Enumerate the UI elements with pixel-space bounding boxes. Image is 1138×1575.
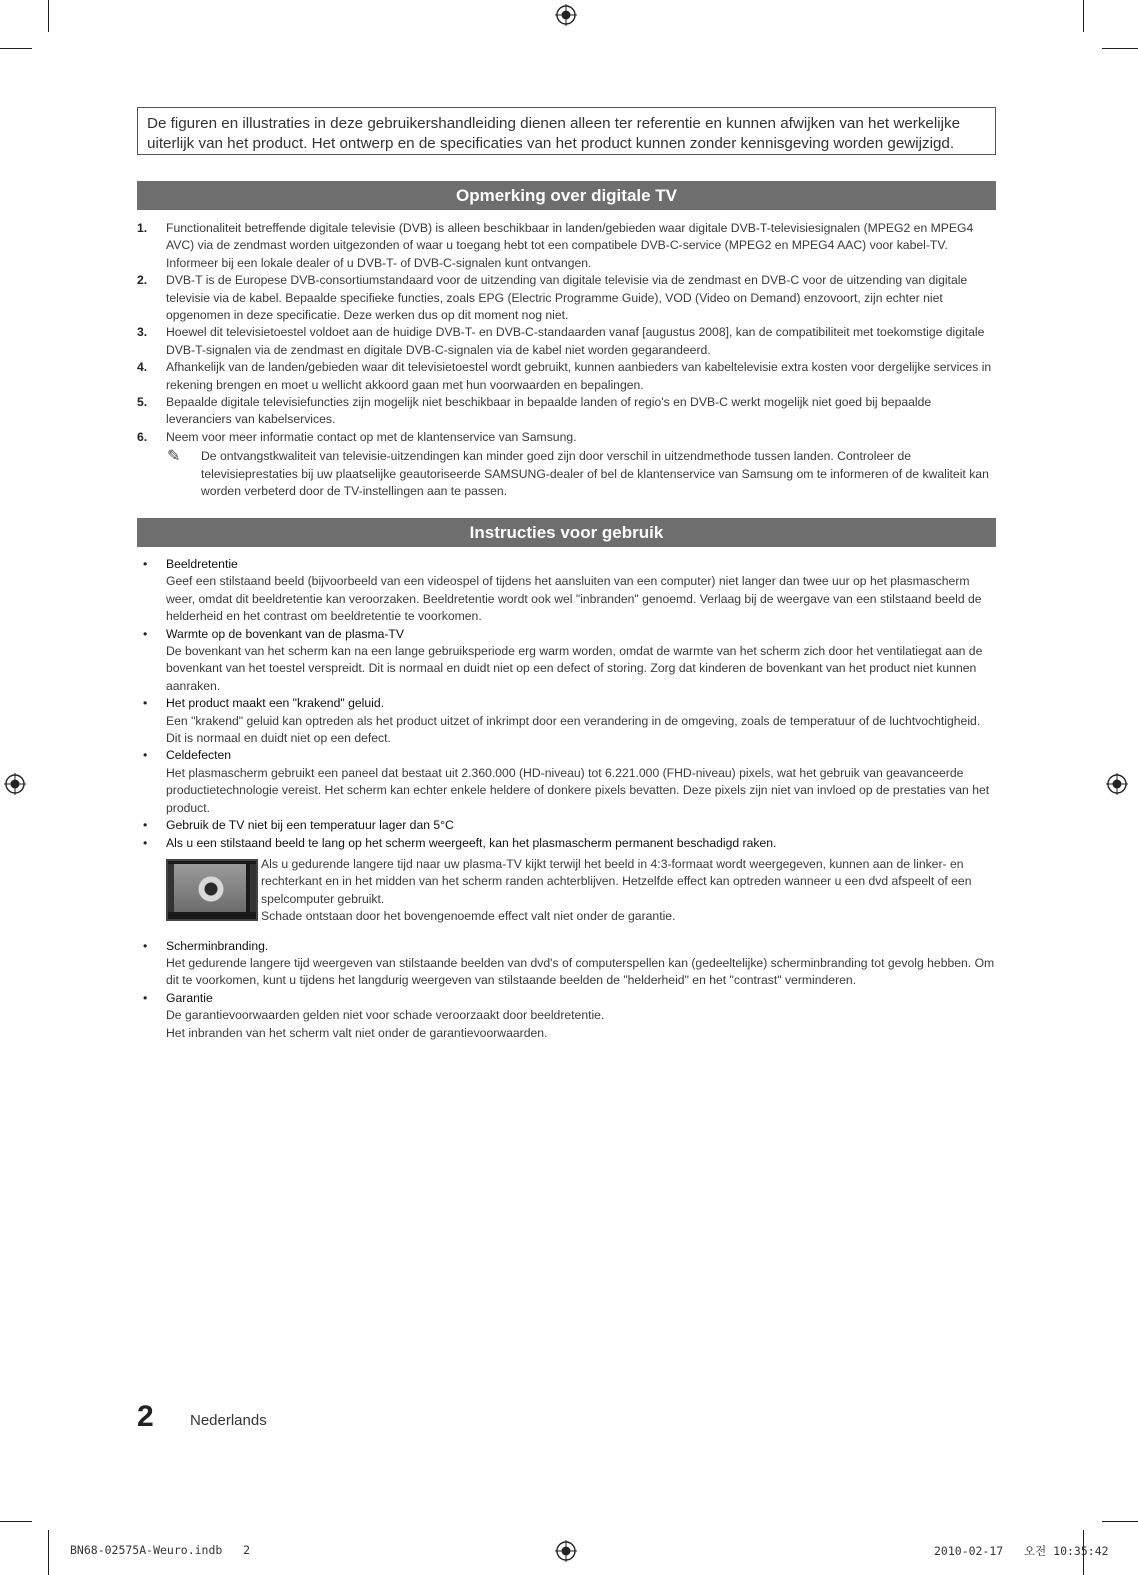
list-item	[137, 220, 997, 272]
list-item	[137, 817, 997, 834]
crop-mark	[1083, 0, 1084, 32]
list-item	[137, 429, 997, 446]
list-item	[137, 626, 997, 696]
list-text: Bepaalde digitale televisiefuncties zijn mogelijk niet beschikbaar in bepaalde landen of regio's en DVB-C werkt mogelijk niet goed bij bepaalde leveranciers van kabelservices.	[166, 395, 932, 427]
bullet-text: De garantievoorwaarden gelden niet voor schade veroorzaakt door beeldretentie.	[166, 1008, 605, 1023]
bullet-icon: •	[143, 696, 148, 711]
image-note-text: Als u gedurende langere tijd naar uw plasma-TV kijkt terwijl het beeld in 4:3-formaat wordt weergegeven, kunnen aan de linker- en rechterkant en in het midden van het scherm randen achterblijven. Hetzelfde effect kan optreden wanneer u een dvd afspeelt of een spelcomputer gebruikt.	[261, 856, 972, 906]
list-number: 3.	[137, 325, 148, 340]
list-text: Neem voor meer informatie contact op met de klantenservice van Samsung.	[166, 429, 577, 444]
bullet-title: Scherminbranding.	[166, 938, 269, 953]
list-item	[137, 556, 997, 626]
bullet-icon: •	[143, 835, 148, 850]
bullet-title: Als u een stilstaand beeld te lang op het scherm weergeeft, kan het plasmascherm permanent beschadigd raken.	[166, 835, 777, 850]
bullet-icon: •	[143, 626, 148, 641]
list-text: Hoewel dit televisietoestel voldoet aan de huidige DVB-T- en DVB-C-standaarden vanaf [augustus 2008], kan de compatibiliteit met toekomstige digitale DVB-T-signalen via de zendmast en digitale DVB-C-signalen via de kabel niet worden gegarandeerd.	[166, 325, 985, 357]
registration-mark-icon	[555, 4, 577, 26]
note-text: De ontvangstkwaliteit van televisie-uitzendingen kan minder goed zijn door verschil in uitzendmethode tussen landen. Controleer de televisieprestaties bij uw plaatselijke geautoriseerde SAMSUNG-dealer of bel de klantenservice van Samsung om te informeren of de kwaliteit kan worden verbeterd door de TV-instellingen aan te passen.	[201, 449, 989, 499]
bullet-text: De bovenkant van het scherm kan na een lange gebruiksperiode erg warm worden, omdat de warmte van het scherm zich door het ventilatiegat aan de bovenkant van het toestel verspreidt. Dit is normaal en duidt niet op een defect of storing. Zorg dat kinderen de bovenkant van het product niet kunnen aanraken.	[166, 644, 983, 693]
list-item	[137, 272, 997, 324]
list-item	[137, 394, 997, 429]
section-heading-digital-tv: Opmerking over digitale TV	[137, 181, 996, 210]
bullet-title: Gebruik de TV niet bij een temperatuur lager dan 5°C	[166, 818, 454, 833]
bullet-text: Het inbranden van het scherm valt niet onder de garantievoorwaarden.	[166, 1025, 548, 1040]
bullet-title: Garantie	[166, 990, 213, 1005]
crop-mark	[1102, 1521, 1138, 1522]
numbered-list	[137, 220, 997, 501]
disclaimer-box: De figuren en illustraties in deze gebruikershandleiding dienen alleen ter referentie en kunnen afwijken van het werkelijke uiterlijk van het product. Het ontwerp en de specificaties van het product kunnen zonder kennisgeving worden gewijzigd.	[137, 107, 996, 155]
list-item	[137, 835, 997, 852]
list-item	[137, 695, 997, 747]
registration-mark-icon	[555, 1540, 577, 1562]
bullet-title: Warmte op de bovenkant van de plasma-TV	[166, 626, 405, 641]
crop-mark	[1102, 48, 1138, 49]
crop-mark	[48, 1530, 49, 1575]
black-bar-right	[250, 864, 256, 912]
bullet-icon: •	[143, 557, 148, 571]
image-note-text: Schade ontstaan door het bovengenoemde effect valt niet onder de garantie.	[261, 909, 676, 924]
crop-mark	[0, 1521, 32, 1522]
image-note	[137, 856, 997, 926]
page-language: Nederlands	[190, 1412, 267, 1429]
list-text: Afhankelijk van de landen/gebieden waar dit televisietoestel wordt gebruikt, kunnen aanbieders van kabeltelevisie extra kosten voor dergelijke services in rekening brengen en moet u wellicht akkoord gaan met hun voorwaarden en bepalingen.	[166, 360, 992, 392]
registration-mark-icon	[4, 773, 26, 795]
list-item	[137, 938, 997, 990]
bullet-title: Celdefecten	[166, 748, 232, 763]
list-item	[137, 359, 997, 394]
list-item	[137, 324, 997, 359]
list-number: 4.	[137, 360, 148, 375]
section-heading-instructions: Instructies voor gebruik	[137, 518, 996, 547]
list-text: DVB-T is de Europese DVB-consortiumstandaard voor de uitzending van digitale televisie via de zendmast en DVB-C voor de uitzending van digitale televisie via de kabel. Bepaalde specifieke functies, zoals EPG (Electric Programme Guide), VOD (Video on Demand) enzovoort, zijn echter niet opgenomen in deze specificatie. Deze werken dus op dit moment nog niet.	[166, 273, 968, 323]
list-item	[137, 747, 997, 817]
bullet-icon: •	[143, 748, 148, 763]
list-number: 5.	[137, 395, 148, 410]
bullet-icon: •	[143, 938, 148, 953]
crop-mark	[0, 48, 32, 49]
registration-mark-icon	[1106, 773, 1128, 795]
bullet-text: Het gedurende langere tijd weergeven van stilstaande beelden van dvd's of computerspellen kan (gedeeltelijke) scherminbranding tot gevolg hebben. Om dit te voorkomen, kunt u tijdens het langdurig weergeven van stilstaande beelden de "helderheid" en het "contrast" verminderen.	[166, 955, 995, 988]
flower-icon	[198, 876, 224, 902]
bullet-text: Geef een stilstaand beeld (bijvoorbeeld van een videospel of tijdens het aansluiten van een computer) niet langer dan twee uur op het plasmascherm weer, omdat dit beeldretentie kan veroorzaken. Beeldretentie wordt ook wel "inbranden" genoemd. Verlaag bij de weergave van een stilstaand beeld de helderheid en het contrast om beeldretentie te voorkomen.	[166, 574, 982, 624]
bullet-icon: •	[143, 990, 148, 1005]
page-number: 2	[137, 1400, 154, 1433]
bullet-title: Beeldretentie	[166, 557, 238, 571]
bullet-title: Het product maakt een "krakend" geluid.	[166, 696, 384, 711]
note	[137, 448, 997, 500]
crop-mark	[48, 0, 49, 32]
tv-screen-image	[166, 859, 258, 921]
list-item	[137, 990, 997, 1042]
list-number: 1.	[137, 221, 148, 235]
list-number: 6.	[137, 429, 148, 444]
pencil-note-icon: ✎	[167, 448, 181, 466]
bullet-text: Het plasmascherm gebruikt een paneel dat bestaat uit 2.360.000 (HD-niveau) tot 6.221.000 (FHD-niveau) pixels, wat het gebruik van geavanceerde productietechnologie vereist. Het scherm kan echter enkele heldere of donkere pixels bevatten. Deze pixels zijn niet van invloed op de prestaties van het product.	[166, 765, 990, 815]
print-file-info: BN68-02575A-Weuro.indb 2	[70, 1543, 251, 1557]
print-datetime: 2010-02-17 오전 10:35:42	[934, 1544, 1109, 1558]
bullet-icon: •	[143, 818, 148, 833]
screen-picture	[174, 864, 246, 912]
bullet-list	[137, 556, 997, 1042]
list-text: Functionaliteit betreffende digitale televisie (DVB) is alleen beschikbaar in landen/gebieden waar digitale DVB-T-televisiesignalen (MPEG2 en MPEG4 AVC) via de zendmast worden uitgezonden of waar u toegang hebt tot een compatibele DVB-C-service (MPEG2 en MPEG4 AAC) voor kabel-TV. Informeer bij een lokale dealer of u DVB-T- of DVB-C-signalen kunt ontvangen.	[166, 221, 974, 270]
bullet-text: Een "krakend" geluid kan optreden als het product uitzet of inkrimpt door een verandering in de omgeving, zoals de temperatuur of de luchtvochtigheid. Dit is normaal en duidt niet op een defect.	[166, 713, 981, 746]
list-number: 2.	[137, 273, 148, 288]
